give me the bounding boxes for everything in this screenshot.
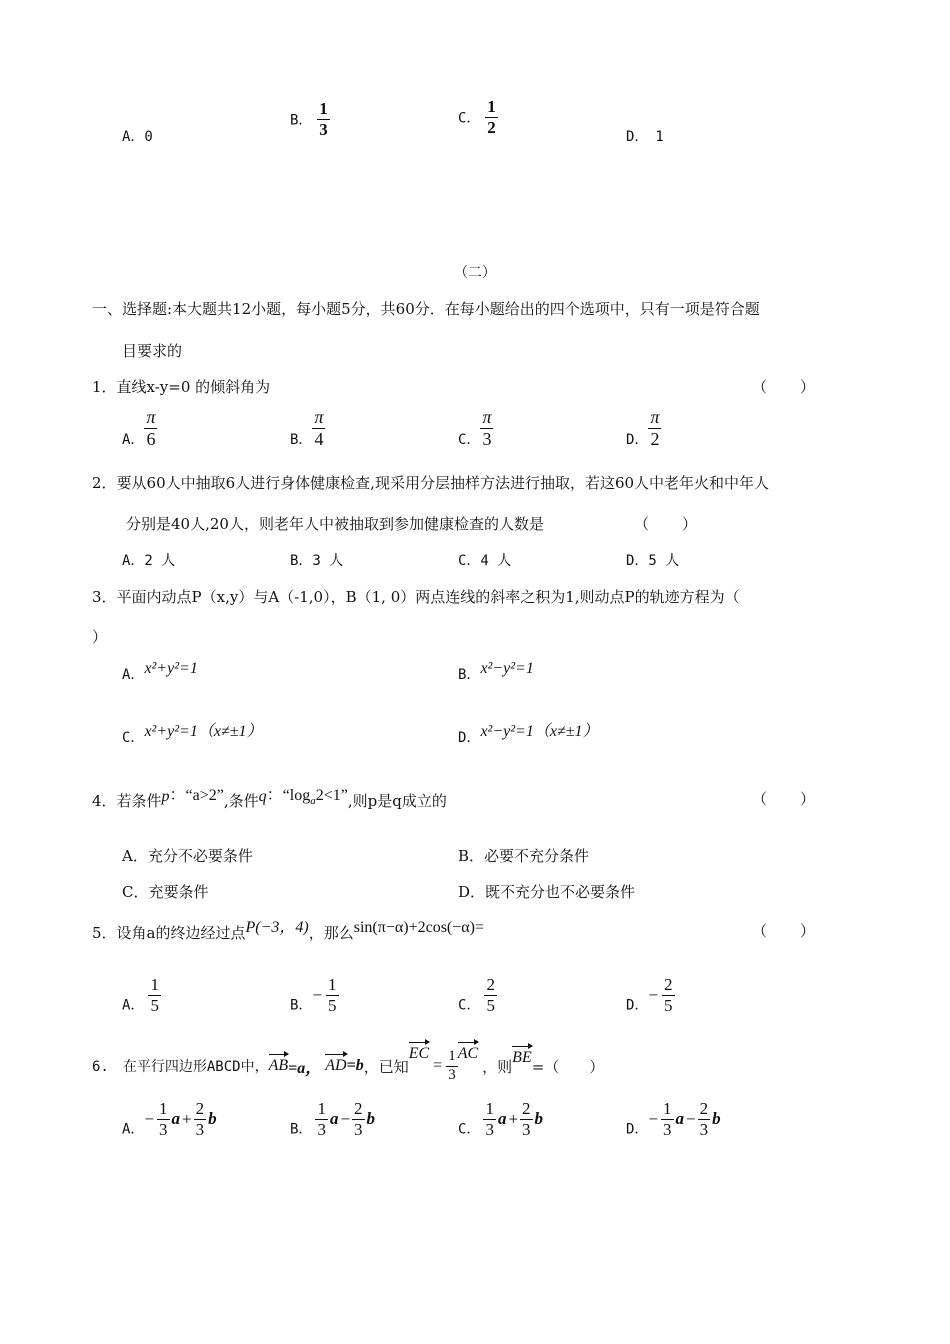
instructions-line2: 目要求的: [122, 342, 183, 360]
q1-option-d: D． $\frac{\pi}{2}$: [626, 407, 660, 449]
q2-option-a: A．2 人: [122, 553, 176, 569]
top-option-c-fraction: $\frac{1}{2}$: [487, 97, 496, 137]
q3-option-a: A．x²+y²=1: [122, 660, 198, 683]
q3-option-b: B．x²−y²=1: [458, 660, 534, 683]
q3-line2: ）: [92, 628, 108, 646]
q1-option-b: B． $\frac{\pi}{4}$: [290, 407, 324, 449]
q6-option-c: C． $\frac{1}{3}$ a + $\frac{2}{3}$ b: [458, 1099, 544, 1139]
q3-option-c: C．x²+y²=1（x≠±1）: [122, 723, 263, 746]
q3-option-d: D．x²−y²=1（x≠±1）: [458, 723, 599, 746]
vector-ac: AC: [457, 1045, 479, 1062]
q2-answer-paren: （ ）: [634, 515, 699, 533]
q2-line2: 分别是40人,20人，则老年人中被抽取到参加健康检查的人数是: [126, 515, 544, 533]
q1-answer-paren: （ ）: [752, 378, 817, 396]
top-option-b-label: B．: [290, 112, 313, 129]
q6-option-b: B． $\frac{1}{3}$ a − $\frac{2}{3}$ b: [290, 1099, 376, 1139]
q5-stem: 5．设角a的终边经过点P(−3，4)，那么sin(π−α)+2cos(−α)=: [92, 919, 484, 942]
q6-option-a: A．− $\frac{1}{3}$ a + $\frac{2}{3}$ b: [122, 1099, 217, 1139]
q5-answer-paren: （ ）: [752, 922, 817, 940]
q3-line1: 3．平面内动点P（x,y）与A（-1,0），B（1, 0）两点连线的斜率之积为1,则动点P的轨迹方程为（: [92, 588, 740, 606]
q2-option-d: D．5 人: [626, 553, 680, 569]
top-option-c: [458, 98, 498, 137]
instructions-line1: 一、选择题:本大题共12小题，每小题5分，共60分．在每小题给出的四个选项中，只有一项是符合题: [92, 300, 760, 318]
vector-be: BE: [512, 1049, 532, 1066]
q4-answer-paren: （ ）: [752, 790, 817, 808]
q5-option-b: B．− $\frac{1}{5}$: [290, 975, 337, 1015]
q4-option-a: A．充分不必要条件: [122, 847, 253, 865]
vector-ec: EC: [408, 1045, 430, 1062]
vector-ad: AD: [325, 1057, 347, 1074]
q2-option-c: C．4 人: [458, 553, 512, 569]
top-option-a: A．0: [122, 129, 153, 145]
q6-stem: 6. 在平行四边形ABCD中， AB =a， AD =b ，已知 EC = $\frac{1}{3}$ AC ，则 BE =（ ）: [92, 1045, 605, 1083]
q6-option-d: D．− $\frac{1}{3}$ a − $\frac{2}{3}$ b: [626, 1099, 721, 1139]
q2-line1: 2．要从60人中抽取6人进行身体健康检查,现采用分层抽样方法进行抽取，若这60人中老年火和中年人: [92, 474, 770, 492]
top-option-d: D． 1: [626, 129, 664, 145]
q2-option-b: B．3 人: [290, 553, 344, 569]
q1-stem: 1．直线x-y=0 的倾斜角为: [92, 378, 271, 396]
q5-option-a: A． $\frac{1}{5}$: [122, 975, 159, 1015]
top-option-b: [290, 100, 330, 139]
q5-option-c: C． $\frac{2}{5}$: [458, 975, 495, 1015]
q4-option-d: D．既不充分也不必要条件: [458, 883, 636, 901]
q5-option-d: D．− $\frac{2}{5}$: [626, 975, 673, 1015]
section-title: （二）: [454, 265, 496, 281]
q1-option-c: C． $\frac{\pi}{3}$: [458, 407, 492, 449]
top-option-c-label: C．: [458, 110, 481, 127]
q1-option-a: A． $\frac{\pi}{6}$: [122, 407, 156, 449]
q6-stem-fraction: $\frac{1}{3}$: [448, 1047, 456, 1083]
q4-option-c: C．充要条件: [122, 883, 209, 901]
q4-option-b: B．必要不充分条件: [458, 847, 590, 865]
top-option-b-fraction: $\frac{1}{3}$: [319, 99, 328, 139]
q4-stem: 4．若条件p：“a>2”,条件q：“$\log_a2<1$”,则p是q成立的: [92, 787, 447, 810]
vector-ab: AB: [268, 1057, 289, 1074]
